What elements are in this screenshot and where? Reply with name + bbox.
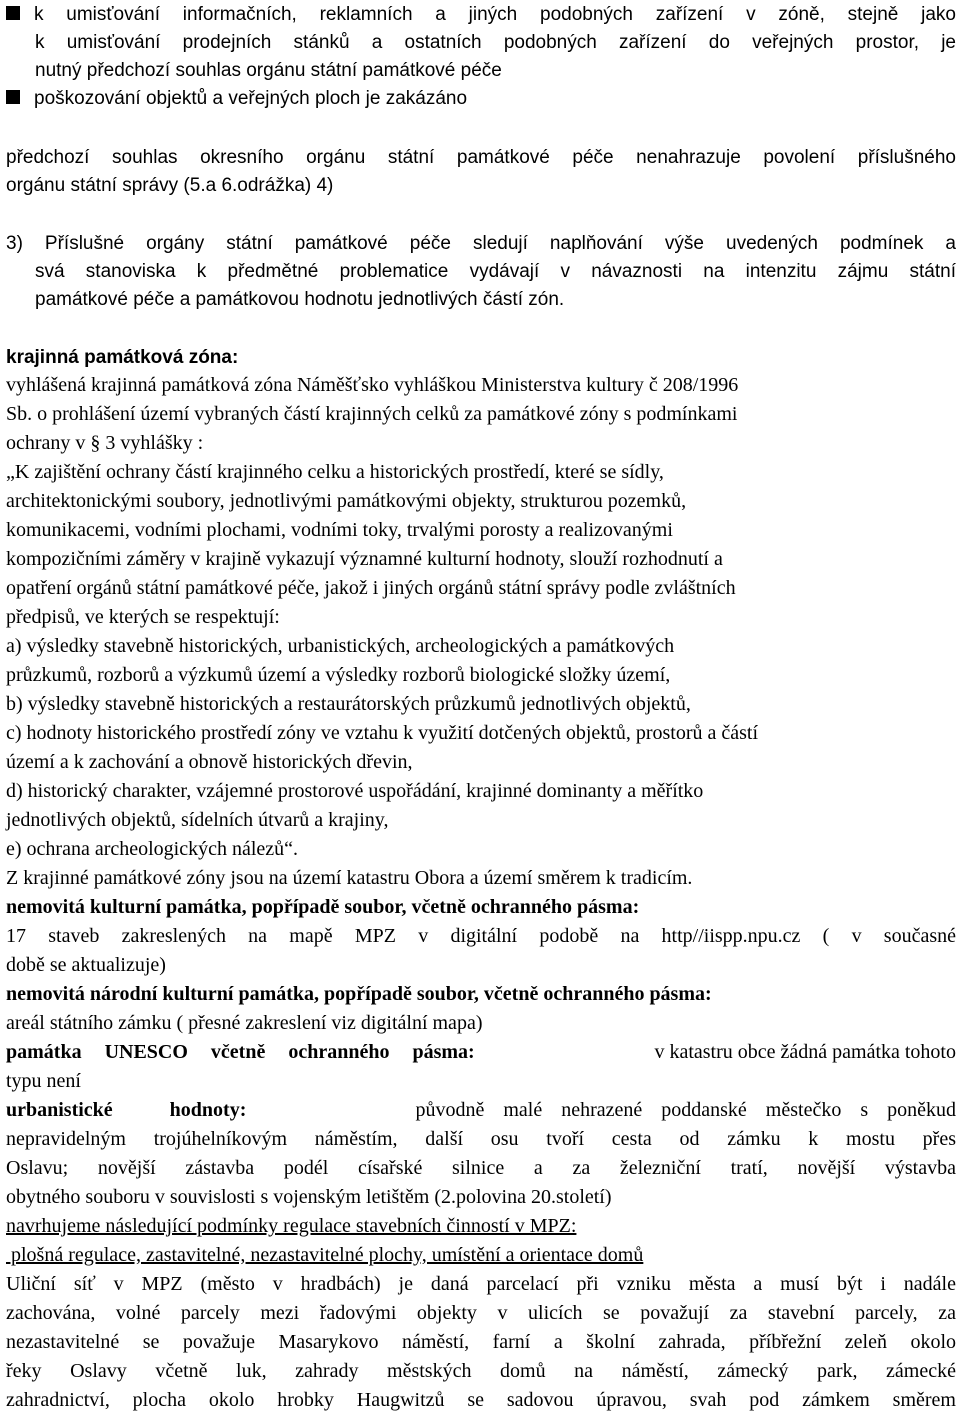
section-heading: krajinná památková zóna: xyxy=(6,347,239,368)
paragraph-line: typu není xyxy=(6,1070,81,1092)
paragraph-line: řeky Oslavy včetně luk, zahrady městských domů na náměstí, zámecký park, zámecké xyxy=(6,1360,956,1382)
paragraph-line: Z krajinné památkové zóny jsou na území katastru Obora a území směrem k tradicím. xyxy=(6,867,693,889)
section-heading: nemovitá národní kulturní památka, popřípadě soubor, včetně ochranného pásma: xyxy=(6,983,712,1005)
paragraph-line: Oslavu; novější zástavba podél císařské silnice a za železniční tratí, novější výstavba xyxy=(6,1157,956,1179)
bullet-item xyxy=(6,0,956,29)
section-heading: navrhujeme následující podmínky regulace stavebních činností v MPZ: xyxy=(6,1215,577,1237)
paragraph-line: zahradnictví, plocha okolo hrobky Haugwitzů se sadovou úpravou, svah pod zámkem směrem xyxy=(6,1389,956,1411)
unesco-line xyxy=(6,1038,956,1067)
paragraph-line: d) historický charakter, vzájemné prostorové uspořádání, krajinné dominanty a měřítko xyxy=(6,780,704,802)
section-heading: urbanistické hodnoty: xyxy=(6,1099,247,1121)
paragraph-text: v katastru obce žádná památka tohoto xyxy=(654,1041,956,1063)
paragraph-line: 17 staveb zakreslených na mapě MPZ v digitální podobě na http//iispp.npu.cz ( v současné xyxy=(6,925,956,947)
paragraph-line: areál státního zámku ( přesné zakreslení viz digitální mapa) xyxy=(6,1012,483,1034)
paragraph-line: průzkumů, rozborů a výzkumů území a výsledky rozborů biologické složky území, xyxy=(6,664,671,686)
paragraph-line: Uliční síť v MPZ (město v hradbách) je daná parcelací při vzniku města a musí být i nadále xyxy=(6,1273,956,1295)
paragraph-line: nezastavitelné se považuje Masarykovo náměstí, farní a školní zahrada, příbřežní zeleň okolo xyxy=(6,1331,956,1353)
paragraph-line: c) hodnoty historického prostředí zóny ve vztahu k využití dotčených objektů, prostorů a částí xyxy=(6,722,759,744)
paragraph-line: komunikacemi, vodními plochami, vodními toky, trvalými porosty a realizovanými xyxy=(6,519,673,541)
paragraph-line: 3) Příslušné orgány státní památkové péče sledují naplňování výše uvedených podmínek a xyxy=(6,233,956,254)
paragraph-line: kompozičními záměry v krajině vykazují významné kulturní hodnoty, slouží rozhodnutí a xyxy=(6,548,723,570)
paragraph-line: opatření orgánů státní památkové péče, jakož i jiných orgánů státní správy podle zvláštních xyxy=(6,577,736,599)
square-bullet-icon xyxy=(6,90,20,104)
section-heading: památka UNESCO včetně ochranného pásma: xyxy=(6,1041,475,1063)
paragraph-line: jednotlivých objektů, sídelních útvarů a krajiny, xyxy=(6,809,389,831)
paragraph-line: Sb. o prohlášení území vybraných částí krajinných celků za památkové zóny s podmínkami xyxy=(6,403,738,425)
paragraph-line: architektonickými soubory, jednotlivými památkovými objekty, strukturou pozemků, xyxy=(6,490,687,512)
urbanisticke-line xyxy=(6,1096,956,1125)
paragraph-line: „K zajištění ochrany částí krajinného celku a historických prostředí, které se sídly, xyxy=(6,461,664,483)
bullet-line: poškozování objektů a veřejných ploch je zakázáno xyxy=(34,88,468,109)
paragraph-line: svá stanoviska k předmětné problematice vydávají v návaznosti na intenzitu zájmu státní xyxy=(35,261,956,282)
section-heading: nemovitá kulturní památka, popřípadě soubor, včetně ochranného pásma: xyxy=(6,896,640,918)
bullet-item xyxy=(6,84,467,113)
paragraph-line: obytného souboru v souvislosti s vojenským letištěm (2.polovina 20.století) xyxy=(6,1186,612,1208)
paragraph-line: době se aktualizuje) xyxy=(6,954,166,976)
paragraph-line: předpisů, ve kterých se respektují: xyxy=(6,606,280,628)
paragraph-line: nepravidelným trojúhelníkovým náměstím, další osu tvoří cesta od zámku k mostu přes xyxy=(6,1128,956,1150)
section-subheading: plošná regulace, zastavitelné, nezastavitelné plochy, umístění a orientace domů xyxy=(6,1244,644,1266)
bullet-line: k umisťování prodejních stánků a ostatních podobných zařízení do veřejných prostor, je xyxy=(35,32,956,53)
paragraph-line: území a k zachování a obnově historických dřevin, xyxy=(6,751,413,773)
paragraph-line: předchozí souhlas okresního orgánu státní památkové péče nenahrazuje povolení příslušného xyxy=(6,147,956,168)
paragraph-line: b) výsledky stavebně historických a restaurátorských průzkumů jednotlivých objektů, xyxy=(6,693,691,715)
paragraph-line: zachována, volné parcely mezi řadovými objekty v ulicích se považují za stavební parcely, za xyxy=(6,1302,956,1324)
paragraph-line: e) ochrana archeologických nálezů“. xyxy=(6,838,299,860)
paragraph-line: a) výsledky stavebně historických, urbanistických, archeologických a památkových xyxy=(6,635,675,657)
paragraph-text: původně malé nehrazené poddanské městečko s poněkud xyxy=(415,1099,956,1121)
bullet-line: k umisťování informačních, reklamních a jiných podobných zařízení v zóně, stejně jako xyxy=(34,4,956,25)
paragraph-line: ochrany v § 3 vyhlášky : xyxy=(6,432,204,454)
paragraph-line: vyhlášená krajinná památková zóna Náměšťsko vyhláškou Ministerstva kultury č 208/1996 xyxy=(6,374,739,396)
paragraph-line: památkové péče a památkovou hodnotu jednotlivých částí zón. xyxy=(35,289,565,310)
paragraph-line: orgánu státní správy (5.a 6.odrážka) 4) xyxy=(6,175,334,196)
bullet-line: nutný předchozí souhlas orgánu státní památkové péče xyxy=(35,60,502,81)
square-bullet-icon xyxy=(6,6,20,20)
